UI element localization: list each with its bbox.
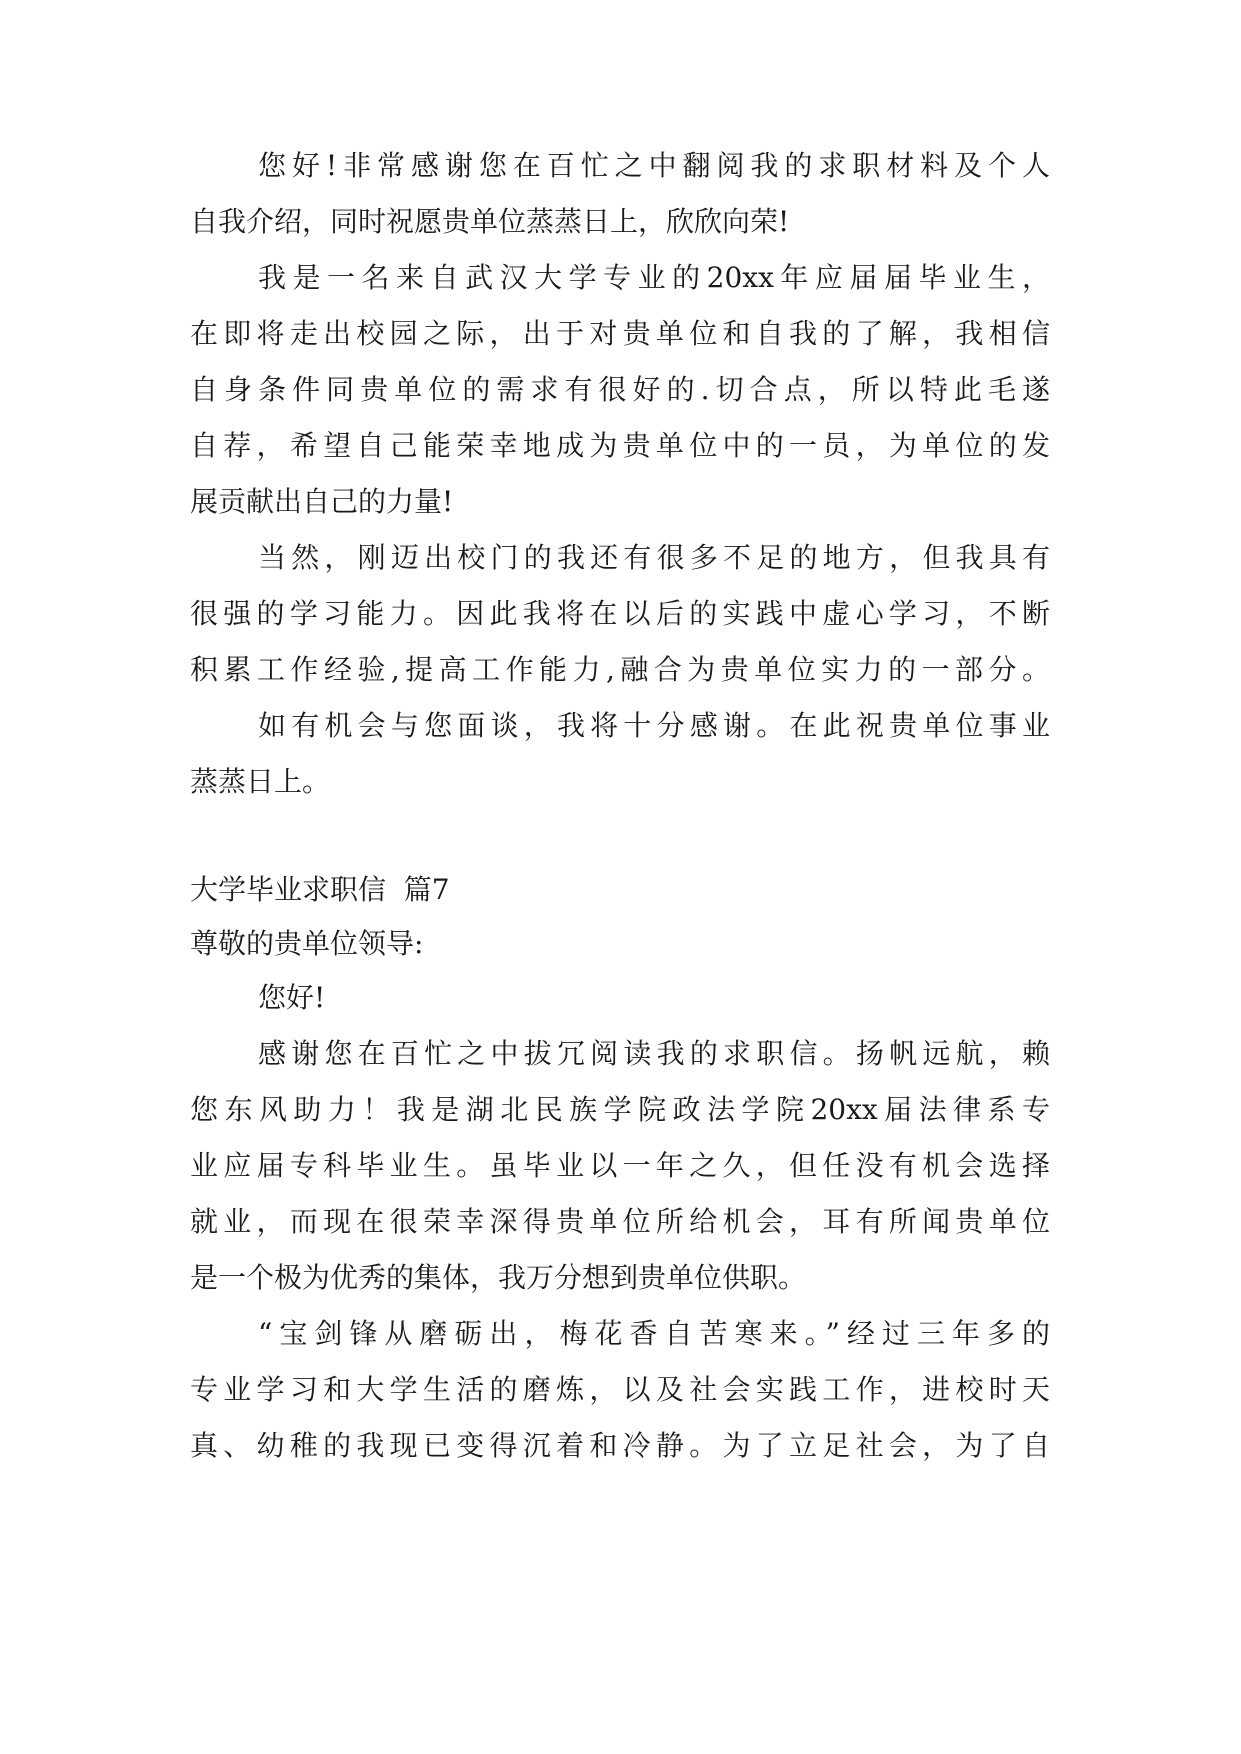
paragraph-line: 感谢您在百忙之中拔冗阅读我的求职信。扬帆远航，赖 [258, 1037, 1050, 1070]
paragraph-line: “宝剑锋从磨砺出，梅花香自苦寒来。”经过三年多的 [258, 1317, 1050, 1350]
section-title: 大学毕业求职信 篇7 [190, 873, 450, 906]
paragraph-line: 我是一名来自武汉大学专业的20xx年应届届毕业生， [258, 261, 1050, 294]
paragraph-line: 蒸蒸日上。 [190, 765, 331, 798]
paragraph-line: 您东风助力！我是湖北民族学院政法学院20xx届法律系专 [190, 1093, 1050, 1126]
salutation: 尊敬的贵单位领导: [190, 927, 424, 960]
greeting: 您好! [258, 981, 326, 1014]
paragraph-line: 当然，刚迈出校门的我还有很多不足的地方，但我具有 [258, 541, 1050, 574]
paragraph-line: 您好!非常感谢您在百忙之中翻阅我的求职材料及个人 [258, 149, 1050, 182]
paragraph-line: 专业学习和大学生活的磨炼，以及社会实践工作，进校时天 [190, 1373, 1050, 1406]
paragraph-line: 真、幼稚的我现已变得沉着和冷静。为了立足社会，为了自 [190, 1429, 1050, 1462]
paragraph-line: 如有机会与您面谈，我将十分感谢。在此祝贵单位事业 [258, 709, 1050, 742]
paragraph-line: 自身条件同贵单位的需求有很好的.切合点，所以特此毛遂 [190, 373, 1050, 406]
paragraph-line: 业应届专科毕业生。虽毕业以一年之久，但任没有机会选择 [190, 1149, 1050, 1182]
paragraph-line: 自我介绍，同时祝愿贵单位蒸蒸日上，欣欣向荣! [190, 205, 790, 238]
paragraph-line: 就业，而现在很荣幸深得贵单位所给机会，耳有所闻贵单位 [190, 1205, 1050, 1238]
paragraph-line: 在即将走出校园之际，出于对贵单位和自我的了解，我相信 [190, 317, 1050, 350]
paragraph-line: 自荐，希望自己能荣幸地成为贵单位中的一员，为单位的发 [190, 429, 1050, 462]
paragraph-line: 很强的学习能力。因此我将在以后的实践中虚心学习，不断 [190, 597, 1050, 630]
paragraph-line: 积累工作经验,提高工作能力,融合为贵单位实力的一部分。 [190, 653, 1050, 686]
paragraph-line: 展贡献出自己的力量! [190, 485, 454, 518]
paragraph-line: 是一个极为优秀的集体，我万分想到贵单位供职。 [190, 1261, 807, 1294]
